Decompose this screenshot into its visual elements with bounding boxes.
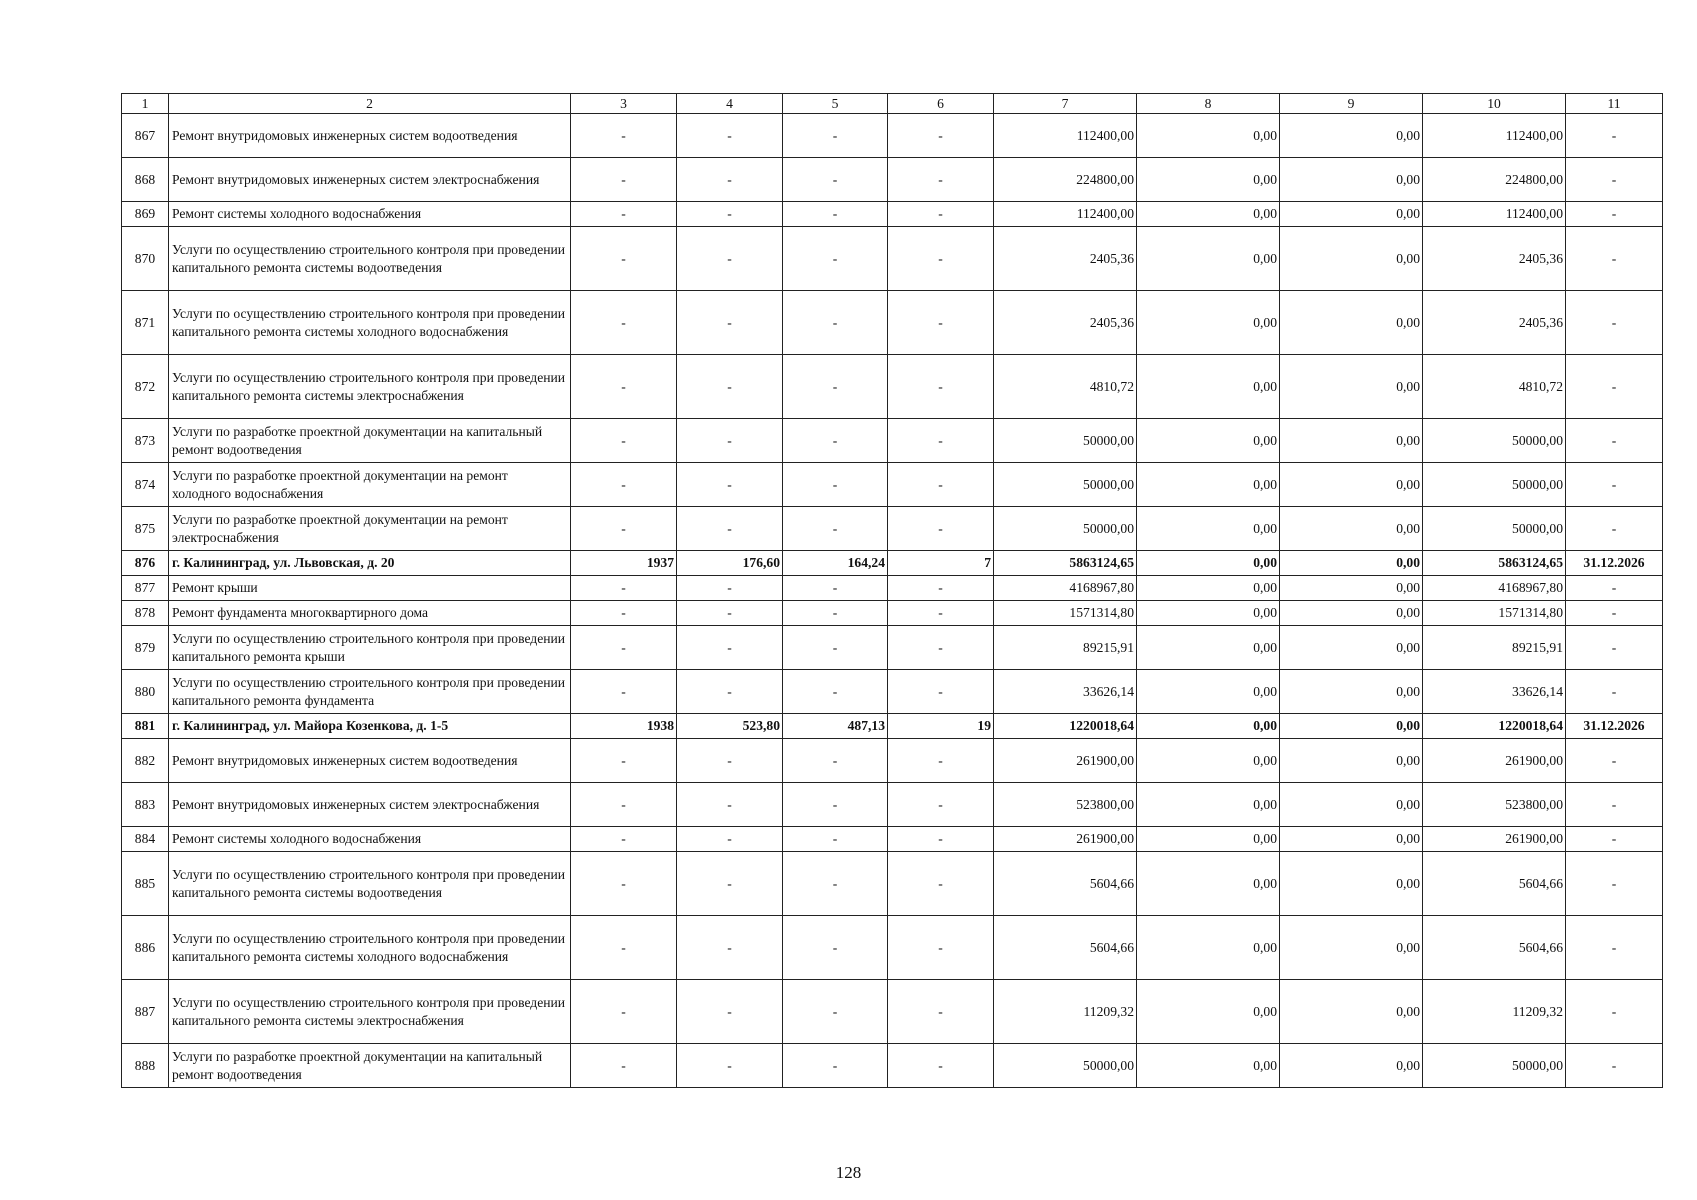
- cost-col10-cell: 50000,00: [1423, 1044, 1566, 1088]
- cost-col10-cell: 224800,00: [1423, 158, 1566, 202]
- deadline-cell: -: [1566, 852, 1663, 916]
- column-header: 5: [783, 94, 888, 114]
- description-cell: Услуги по осуществлению строительного контроля при проведении капитального ремонта системы холодного водоснабжения: [169, 916, 571, 980]
- cost-total-cell: 5604,66: [994, 852, 1137, 916]
- cost-col9-cell: 0,00: [1280, 739, 1423, 783]
- area-living-cell: -: [783, 670, 888, 714]
- deadline-cell: -: [1566, 291, 1663, 355]
- column-header: 9: [1280, 94, 1423, 114]
- row-number-cell: 869: [122, 202, 169, 227]
- deadline-cell: -: [1566, 1044, 1663, 1088]
- cost-total-cell: 224800,00: [994, 158, 1137, 202]
- description-cell: Ремонт фундамента многоквартирного дома: [169, 601, 571, 626]
- area-living-cell: -: [783, 227, 888, 291]
- area-total-cell: -: [677, 227, 783, 291]
- cost-total-cell: 112400,00: [994, 114, 1137, 158]
- year-cell: -: [571, 576, 677, 601]
- area-total-cell: -: [677, 507, 783, 551]
- deadline-cell: -: [1566, 739, 1663, 783]
- area-total-cell: -: [677, 291, 783, 355]
- deadline-cell: -: [1566, 419, 1663, 463]
- row-number-cell: 886: [122, 916, 169, 980]
- description-cell: Услуги по осуществлению строительного контроля при проведении капитального ремонта системы холодного водоснабжения: [169, 291, 571, 355]
- area-total-cell: -: [677, 827, 783, 852]
- residents-cell: -: [888, 1044, 994, 1088]
- cost-col10-cell: 50000,00: [1423, 507, 1566, 551]
- table-row: [122, 419, 1663, 463]
- description-cell: Услуги по осуществлению строительного контроля при проведении капитального ремонта системы водоотведения: [169, 227, 571, 291]
- row-number-cell: 887: [122, 980, 169, 1044]
- area-living-cell: -: [783, 463, 888, 507]
- year-cell: -: [571, 202, 677, 227]
- year-cell: -: [571, 463, 677, 507]
- deadline-cell: -: [1566, 576, 1663, 601]
- cost-total-cell: 2405,36: [994, 227, 1137, 291]
- cost-col10-cell: 4168967,80: [1423, 576, 1566, 601]
- area-total-cell: -: [677, 739, 783, 783]
- residents-cell: -: [888, 576, 994, 601]
- description-cell: Услуги по разработке проектной документации на ремонт холодного водоснабжения: [169, 463, 571, 507]
- cost-total-cell: 1220018,64: [994, 714, 1137, 739]
- cost-col9-cell: 0,00: [1280, 852, 1423, 916]
- area-total-cell: -: [677, 852, 783, 916]
- table-row: [122, 291, 1663, 355]
- cost-col10-cell: 50000,00: [1423, 419, 1566, 463]
- cost-col8-cell: 0,00: [1137, 114, 1280, 158]
- table-row: [122, 158, 1663, 202]
- deadline-cell: -: [1566, 227, 1663, 291]
- cost-col9-cell: 0,00: [1280, 714, 1423, 739]
- year-cell: -: [571, 227, 677, 291]
- table-row: [122, 1044, 1663, 1088]
- deadline-cell: -: [1566, 827, 1663, 852]
- cost-total-cell: 4810,72: [994, 355, 1137, 419]
- area-living-cell: -: [783, 576, 888, 601]
- area-living-cell: 487,13: [783, 714, 888, 739]
- cost-col9-cell: 0,00: [1280, 916, 1423, 980]
- cost-col10-cell: 5863124,65: [1423, 551, 1566, 576]
- area-total-cell: -: [677, 202, 783, 227]
- cost-total-cell: 5863124,65: [994, 551, 1137, 576]
- residents-cell: -: [888, 980, 994, 1044]
- row-number-cell: 879: [122, 626, 169, 670]
- cost-col9-cell: 0,00: [1280, 980, 1423, 1044]
- area-living-cell: -: [783, 158, 888, 202]
- residents-cell: -: [888, 827, 994, 852]
- residents-cell: -: [888, 463, 994, 507]
- row-number-cell: 874: [122, 463, 169, 507]
- year-cell: -: [571, 355, 677, 419]
- cost-col10-cell: 5604,66: [1423, 916, 1566, 980]
- description-cell: Услуги по разработке проектной документации на капитальный ремонт водоотведения: [169, 419, 571, 463]
- table-row: [122, 576, 1663, 601]
- area-total-cell: -: [677, 463, 783, 507]
- row-number-cell: 873: [122, 419, 169, 463]
- cost-col10-cell: 523800,00: [1423, 783, 1566, 827]
- cost-col8-cell: 0,00: [1137, 670, 1280, 714]
- deadline-cell: -: [1566, 783, 1663, 827]
- deadline-cell: -: [1566, 980, 1663, 1044]
- year-cell: -: [571, 507, 677, 551]
- area-living-cell: -: [783, 114, 888, 158]
- residents-cell: -: [888, 227, 994, 291]
- area-total-cell: 176,60: [677, 551, 783, 576]
- description-cell: Услуги по разработке проектной документации на ремонт электроснабжения: [169, 507, 571, 551]
- cost-total-cell: 50000,00: [994, 419, 1137, 463]
- description-cell: Ремонт внутридомовых инженерных систем водоотведения: [169, 114, 571, 158]
- area-living-cell: -: [783, 1044, 888, 1088]
- area-living-cell: -: [783, 827, 888, 852]
- year-cell: -: [571, 601, 677, 626]
- cost-total-cell: 112400,00: [994, 202, 1137, 227]
- residents-cell: -: [888, 852, 994, 916]
- cost-col10-cell: 50000,00: [1423, 463, 1566, 507]
- deadline-cell: -: [1566, 916, 1663, 980]
- cost-total-cell: 261900,00: [994, 827, 1137, 852]
- cost-col9-cell: 0,00: [1280, 827, 1423, 852]
- description-cell: Услуги по разработке проектной документации на капитальный ремонт водоотведения: [169, 1044, 571, 1088]
- row-number-cell: 870: [122, 227, 169, 291]
- area-total-cell: -: [677, 601, 783, 626]
- area-living-cell: -: [783, 291, 888, 355]
- year-cell: -: [571, 419, 677, 463]
- deadline-cell: -: [1566, 626, 1663, 670]
- column-number-header-row: [122, 94, 1663, 114]
- cost-total-cell: 89215,91: [994, 626, 1137, 670]
- cost-col9-cell: 0,00: [1280, 626, 1423, 670]
- table-row: [122, 601, 1663, 626]
- table-row: [122, 852, 1663, 916]
- cost-col10-cell: 2405,36: [1423, 291, 1566, 355]
- cost-total-cell: 33626,14: [994, 670, 1137, 714]
- address-row: [122, 714, 1663, 739]
- column-header: 4: [677, 94, 783, 114]
- year-cell: -: [571, 158, 677, 202]
- cost-total-cell: 50000,00: [994, 507, 1137, 551]
- deadline-cell: -: [1566, 114, 1663, 158]
- residents-cell: -: [888, 601, 994, 626]
- area-total-cell: -: [677, 114, 783, 158]
- cost-col8-cell: 0,00: [1137, 980, 1280, 1044]
- cost-col10-cell: 112400,00: [1423, 202, 1566, 227]
- cost-total-cell: 50000,00: [994, 463, 1137, 507]
- area-total-cell: -: [677, 626, 783, 670]
- cost-col10-cell: 4810,72: [1423, 355, 1566, 419]
- description-cell: г. Калининград, ул. Майора Козенкова, д. 1-5: [169, 714, 571, 739]
- cost-col8-cell: 0,00: [1137, 714, 1280, 739]
- area-living-cell: -: [783, 419, 888, 463]
- column-header: 11: [1566, 94, 1663, 114]
- area-total-cell: 523,80: [677, 714, 783, 739]
- column-header: 3: [571, 94, 677, 114]
- cost-col8-cell: 0,00: [1137, 419, 1280, 463]
- area-living-cell: -: [783, 507, 888, 551]
- cost-col9-cell: 0,00: [1280, 670, 1423, 714]
- table-row: [122, 916, 1663, 980]
- table-row: [122, 463, 1663, 507]
- cost-col8-cell: 0,00: [1137, 827, 1280, 852]
- data-table: [121, 93, 1663, 1088]
- row-number-cell: 885: [122, 852, 169, 916]
- area-total-cell: -: [677, 980, 783, 1044]
- year-cell: -: [571, 1044, 677, 1088]
- area-total-cell: -: [677, 419, 783, 463]
- residents-cell: -: [888, 507, 994, 551]
- page-number: 128: [835, 1163, 862, 1182]
- area-total-cell: -: [677, 355, 783, 419]
- residents-cell: -: [888, 158, 994, 202]
- area-total-cell: -: [677, 916, 783, 980]
- year-cell: -: [571, 827, 677, 852]
- residents-cell: -: [888, 670, 994, 714]
- area-living-cell: -: [783, 980, 888, 1044]
- cost-col10-cell: 261900,00: [1423, 827, 1566, 852]
- row-number-cell: 884: [122, 827, 169, 852]
- cost-col8-cell: 0,00: [1137, 463, 1280, 507]
- deadline-cell: -: [1566, 202, 1663, 227]
- row-number-cell: 881: [122, 714, 169, 739]
- year-cell: -: [571, 739, 677, 783]
- deadline-cell: -: [1566, 463, 1663, 507]
- cost-total-cell: 523800,00: [994, 783, 1137, 827]
- row-number-cell: 875: [122, 507, 169, 551]
- row-number-cell: 882: [122, 739, 169, 783]
- table-row: [122, 114, 1663, 158]
- residents-cell: -: [888, 291, 994, 355]
- cost-col9-cell: 0,00: [1280, 551, 1423, 576]
- table-row: [122, 626, 1663, 670]
- column-header: 2: [169, 94, 571, 114]
- cost-col10-cell: 33626,14: [1423, 670, 1566, 714]
- cost-col8-cell: 0,00: [1137, 626, 1280, 670]
- deadline-cell: -: [1566, 670, 1663, 714]
- column-header: 1: [122, 94, 169, 114]
- description-cell: Ремонт системы холодного водоснабжения: [169, 827, 571, 852]
- column-header: 10: [1423, 94, 1566, 114]
- residents-cell: -: [888, 202, 994, 227]
- row-number-cell: 878: [122, 601, 169, 626]
- cost-col10-cell: 11209,32: [1423, 980, 1566, 1044]
- year-cell: 1937: [571, 551, 677, 576]
- area-total-cell: -: [677, 670, 783, 714]
- area-living-cell: -: [783, 852, 888, 916]
- year-cell: -: [571, 980, 677, 1044]
- cost-col9-cell: 0,00: [1280, 227, 1423, 291]
- residents-cell: -: [888, 114, 994, 158]
- table-row: [122, 670, 1663, 714]
- table-row: [122, 980, 1663, 1044]
- description-cell: г. Калининград, ул. Львовская, д. 20: [169, 551, 571, 576]
- address-row: [122, 551, 1663, 576]
- area-living-cell: -: [783, 626, 888, 670]
- row-number-cell: 871: [122, 291, 169, 355]
- cost-col8-cell: 0,00: [1137, 355, 1280, 419]
- residents-cell: -: [888, 419, 994, 463]
- cost-col8-cell: 0,00: [1137, 551, 1280, 576]
- cost-col8-cell: 0,00: [1137, 227, 1280, 291]
- area-living-cell: 164,24: [783, 551, 888, 576]
- area-living-cell: -: [783, 601, 888, 626]
- cost-col8-cell: 0,00: [1137, 576, 1280, 601]
- cost-col10-cell: 5604,66: [1423, 852, 1566, 916]
- cost-total-cell: 1571314,80: [994, 601, 1137, 626]
- area-living-cell: -: [783, 202, 888, 227]
- cost-total-cell: 4168967,80: [994, 576, 1137, 601]
- table-row: [122, 739, 1663, 783]
- description-cell: Ремонт внутридомовых инженерных систем электроснабжения: [169, 783, 571, 827]
- column-header: 6: [888, 94, 994, 114]
- cost-col9-cell: 0,00: [1280, 1044, 1423, 1088]
- description-cell: Услуги по осуществлению строительного контроля при проведении капитального ремонта крыши: [169, 626, 571, 670]
- cost-col8-cell: 0,00: [1137, 291, 1280, 355]
- column-header: 7: [994, 94, 1137, 114]
- deadline-cell: -: [1566, 507, 1663, 551]
- year-cell: -: [571, 852, 677, 916]
- table-row: [122, 355, 1663, 419]
- cost-col8-cell: 0,00: [1137, 202, 1280, 227]
- cost-total-cell: 11209,32: [994, 980, 1137, 1044]
- cost-col10-cell: 112400,00: [1423, 114, 1566, 158]
- area-total-cell: -: [677, 158, 783, 202]
- year-cell: -: [571, 916, 677, 980]
- description-cell: Ремонт системы холодного водоснабжения: [169, 202, 571, 227]
- residents-cell: -: [888, 783, 994, 827]
- description-cell: Ремонт крыши: [169, 576, 571, 601]
- year-cell: -: [571, 626, 677, 670]
- description-cell: Ремонт внутридомовых инженерных систем электроснабжения: [169, 158, 571, 202]
- area-living-cell: -: [783, 783, 888, 827]
- year-cell: -: [571, 783, 677, 827]
- row-number-cell: 867: [122, 114, 169, 158]
- cost-col10-cell: 261900,00: [1423, 739, 1566, 783]
- year-cell: 1938: [571, 714, 677, 739]
- cost-col9-cell: 0,00: [1280, 601, 1423, 626]
- cost-total-cell: 5604,66: [994, 916, 1137, 980]
- deadline-cell: -: [1566, 355, 1663, 419]
- cost-col10-cell: 1220018,64: [1423, 714, 1566, 739]
- cost-col9-cell: 0,00: [1280, 355, 1423, 419]
- cost-col8-cell: 0,00: [1137, 739, 1280, 783]
- row-number-cell: 880: [122, 670, 169, 714]
- cost-col9-cell: 0,00: [1280, 463, 1423, 507]
- residents-cell: -: [888, 355, 994, 419]
- description-cell: Услуги по осуществлению строительного контроля при проведении капитального ремонта системы водоотведения: [169, 852, 571, 916]
- cost-col8-cell: 0,00: [1137, 158, 1280, 202]
- table-row: [122, 227, 1663, 291]
- cost-col9-cell: 0,00: [1280, 783, 1423, 827]
- residents-cell: -: [888, 739, 994, 783]
- table-row: [122, 827, 1663, 852]
- table-row: [122, 202, 1663, 227]
- residents-cell: 7: [888, 551, 994, 576]
- cost-col9-cell: 0,00: [1280, 507, 1423, 551]
- deadline-cell: -: [1566, 158, 1663, 202]
- deadline-cell: 31.12.2026: [1566, 551, 1663, 576]
- year-cell: -: [571, 114, 677, 158]
- row-number-cell: 868: [122, 158, 169, 202]
- residents-cell: -: [888, 916, 994, 980]
- table-row: [122, 507, 1663, 551]
- area-total-cell: -: [677, 1044, 783, 1088]
- row-number-cell: 877: [122, 576, 169, 601]
- deadline-cell: -: [1566, 601, 1663, 626]
- row-number-cell: 883: [122, 783, 169, 827]
- table-row: [122, 783, 1663, 827]
- cost-col8-cell: 0,00: [1137, 601, 1280, 626]
- cost-col8-cell: 0,00: [1137, 916, 1280, 980]
- cost-total-cell: 2405,36: [994, 291, 1137, 355]
- description-cell: Услуги по осуществлению строительного контроля при проведении капитального ремонта системы электроснабжения: [169, 980, 571, 1044]
- area-living-cell: -: [783, 916, 888, 980]
- residents-cell: 19: [888, 714, 994, 739]
- row-number-cell: 888: [122, 1044, 169, 1088]
- column-header: 8: [1137, 94, 1280, 114]
- year-cell: -: [571, 670, 677, 714]
- cost-col8-cell: 0,00: [1137, 507, 1280, 551]
- residents-cell: -: [888, 626, 994, 670]
- deadline-cell: 31.12.2026: [1566, 714, 1663, 739]
- area-total-cell: -: [677, 576, 783, 601]
- cost-col9-cell: 0,00: [1280, 114, 1423, 158]
- area-total-cell: -: [677, 783, 783, 827]
- cost-col10-cell: 1571314,80: [1423, 601, 1566, 626]
- cost-col9-cell: 0,00: [1280, 576, 1423, 601]
- description-cell: Ремонт внутридомовых инженерных систем водоотведения: [169, 739, 571, 783]
- cost-total-cell: 50000,00: [994, 1044, 1137, 1088]
- cost-col9-cell: 0,00: [1280, 158, 1423, 202]
- cost-col8-cell: 0,00: [1137, 1044, 1280, 1088]
- cost-col9-cell: 0,00: [1280, 202, 1423, 227]
- cost-col8-cell: 0,00: [1137, 852, 1280, 916]
- description-cell: Услуги по осуществлению строительного контроля при проведении капитального ремонта фундамента: [169, 670, 571, 714]
- cost-col10-cell: 89215,91: [1423, 626, 1566, 670]
- cost-total-cell: 261900,00: [994, 739, 1137, 783]
- cost-col9-cell: 0,00: [1280, 291, 1423, 355]
- row-number-cell: 876: [122, 551, 169, 576]
- year-cell: -: [571, 291, 677, 355]
- description-cell: Услуги по осуществлению строительного контроля при проведении капитального ремонта системы электроснабжения: [169, 355, 571, 419]
- row-number-cell: 872: [122, 355, 169, 419]
- area-living-cell: -: [783, 739, 888, 783]
- cost-col8-cell: 0,00: [1137, 783, 1280, 827]
- area-living-cell: -: [783, 355, 888, 419]
- cost-col9-cell: 0,00: [1280, 419, 1423, 463]
- cost-col10-cell: 2405,36: [1423, 227, 1566, 291]
